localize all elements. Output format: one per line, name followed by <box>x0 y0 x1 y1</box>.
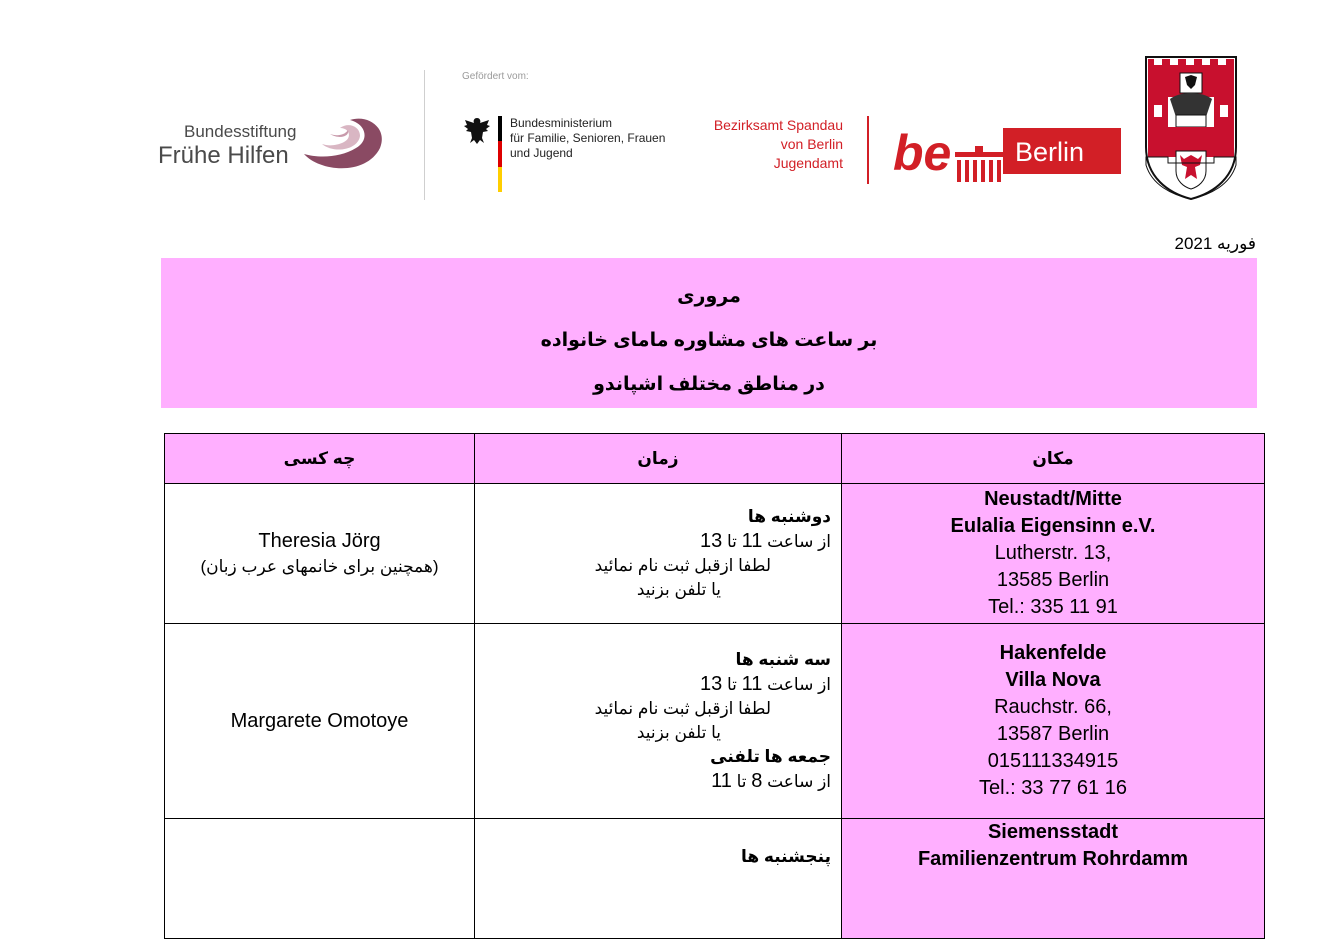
row2-time-hours2 <box>475 769 831 794</box>
logo-divider <box>424 70 425 200</box>
row2-time-pre: از ساعت <box>762 675 831 694</box>
row1-time-note2: یا تلفن بزنید <box>636 580 721 599</box>
row1-time-mid: تا <box>722 532 742 551</box>
row1-time-cell <box>475 484 842 624</box>
row1-time-note1: لطفا ازقبل ثبت نام نمائید <box>594 556 771 575</box>
row1-time-pre: از ساعت <box>762 532 831 551</box>
table-header-row <box>165 434 1265 484</box>
gefoerdert-label: Gefördert vom: <box>462 71 529 82</box>
title-box <box>161 258 1257 408</box>
german-flag-bar <box>498 116 502 192</box>
bezirksamt-spandau-text <box>660 116 843 173</box>
row2-place-mobile: 015111334915 <box>987 750 1119 772</box>
row2-time2-pre: از ساعت <box>762 772 831 791</box>
row2-time-day: سه شنبه ها <box>735 650 831 669</box>
spandau-line3: Jugendamt <box>773 155 843 171</box>
row1-place-city: 13585 Berlin <box>996 569 1110 591</box>
consultation-table <box>164 433 1265 939</box>
row3-place-area: Siemensstadt <box>987 821 1119 843</box>
bfh-logo-line1: Bundesstiftung <box>184 122 297 141</box>
row2-who-cell <box>165 624 475 819</box>
spandau-line2: von Berlin <box>780 136 843 152</box>
header-who: چه کسی <box>165 434 475 484</box>
bfh-logo-line2: Frühe Hilfen <box>158 142 289 169</box>
row2-time-from: 11 <box>741 673 763 695</box>
bmfsfj-line1: Bundesministerium <box>510 116 613 130</box>
row2-place-street: Rauchstr. 66, <box>994 696 1112 718</box>
row1-place-cell <box>842 484 1265 624</box>
row1-who-cell <box>165 484 475 624</box>
spandau-divider <box>867 116 869 184</box>
row3-place-org: Familienzentrum Rohrdamm <box>917 848 1189 870</box>
bmfsfj-line3: und Jugend <box>510 146 573 160</box>
row1-place-org: Eulalia Eigensinn e.V. <box>950 515 1156 537</box>
brandenburg-gate-icon <box>955 146 1003 182</box>
be-text: be <box>893 126 952 181</box>
spandau-line1: Bezirksamt Spandau <box>713 117 843 133</box>
bfh-swirl-icon <box>300 114 386 174</box>
row2-time-note2: یا تلفن بزنید <box>636 723 721 742</box>
row1-place-street: Lutherstr. 13, <box>994 542 1112 564</box>
table-row <box>165 484 1265 624</box>
federal-eagle-icon <box>462 116 492 146</box>
row1-time-from: 11 <box>741 530 763 552</box>
row2-time2-to: 11 <box>711 770 732 792</box>
document-date: فوریه 2021 <box>1174 234 1256 253</box>
row2-time-to: 13 <box>699 673 723 695</box>
row2-who-name: Margarete Omotoye <box>230 710 409 732</box>
row2-time2-from: 8 <box>751 770 763 792</box>
row1-time-hours <box>475 529 831 554</box>
row2-place-cell <box>842 624 1265 819</box>
row2-time2-mid: تا <box>731 772 752 791</box>
bmfsfj-logo <box>462 116 672 196</box>
row2-time-hours <box>475 672 831 697</box>
row1-who-note: (همچنین برای خانمهای عرب زبان) <box>200 556 439 576</box>
row1-place-tel: Tel.: 335 11 91 <box>988 596 1118 618</box>
row1-who-name: Theresia Jörg <box>258 529 381 552</box>
bmfsfj-text <box>510 116 665 161</box>
title-line3: در مناطق مختلف اشپاندو <box>593 374 825 395</box>
be-berlin-logo <box>893 126 1123 186</box>
row2-time-day2: جمعه ها تلفنی <box>710 747 831 766</box>
row2-time-cell <box>475 624 842 819</box>
header-place: مکان <box>842 434 1265 484</box>
row2-place-org: Villa Nova <box>1005 669 1101 691</box>
row3-time-day: پنجشنبه ها <box>741 847 831 866</box>
row1-place-area: Neustadt/Mitte <box>984 488 1122 510</box>
row2-time-mid: تا <box>722 675 742 694</box>
spandau-coat-of-arms-icon <box>1140 55 1242 205</box>
row2-time-note1: لطفا ازقبل ثبت نام نمائید <box>594 699 771 718</box>
row2-place-city: 13587 Berlin <box>996 723 1110 745</box>
table-row <box>165 624 1265 819</box>
row1-time-day: دوشنبه ها <box>747 507 831 526</box>
title-line1: مروری <box>677 286 741 307</box>
bmfsfj-line2: für Familie, Senioren, Frauen <box>510 131 666 145</box>
header-time: زمان <box>475 434 842 484</box>
row1-time-to: 13 <box>699 530 723 552</box>
title-line2: بر ساعت های مشاوره مامای خانواده <box>540 330 878 351</box>
row2-place-tel: Tel.: 33 77 61 16 <box>979 777 1127 799</box>
row2-place-area: Hakenfelde <box>999 642 1107 664</box>
berlin-text: Berlin <box>1015 137 1085 167</box>
bundesstiftung-fruehe-hilfen-logo <box>158 112 386 174</box>
